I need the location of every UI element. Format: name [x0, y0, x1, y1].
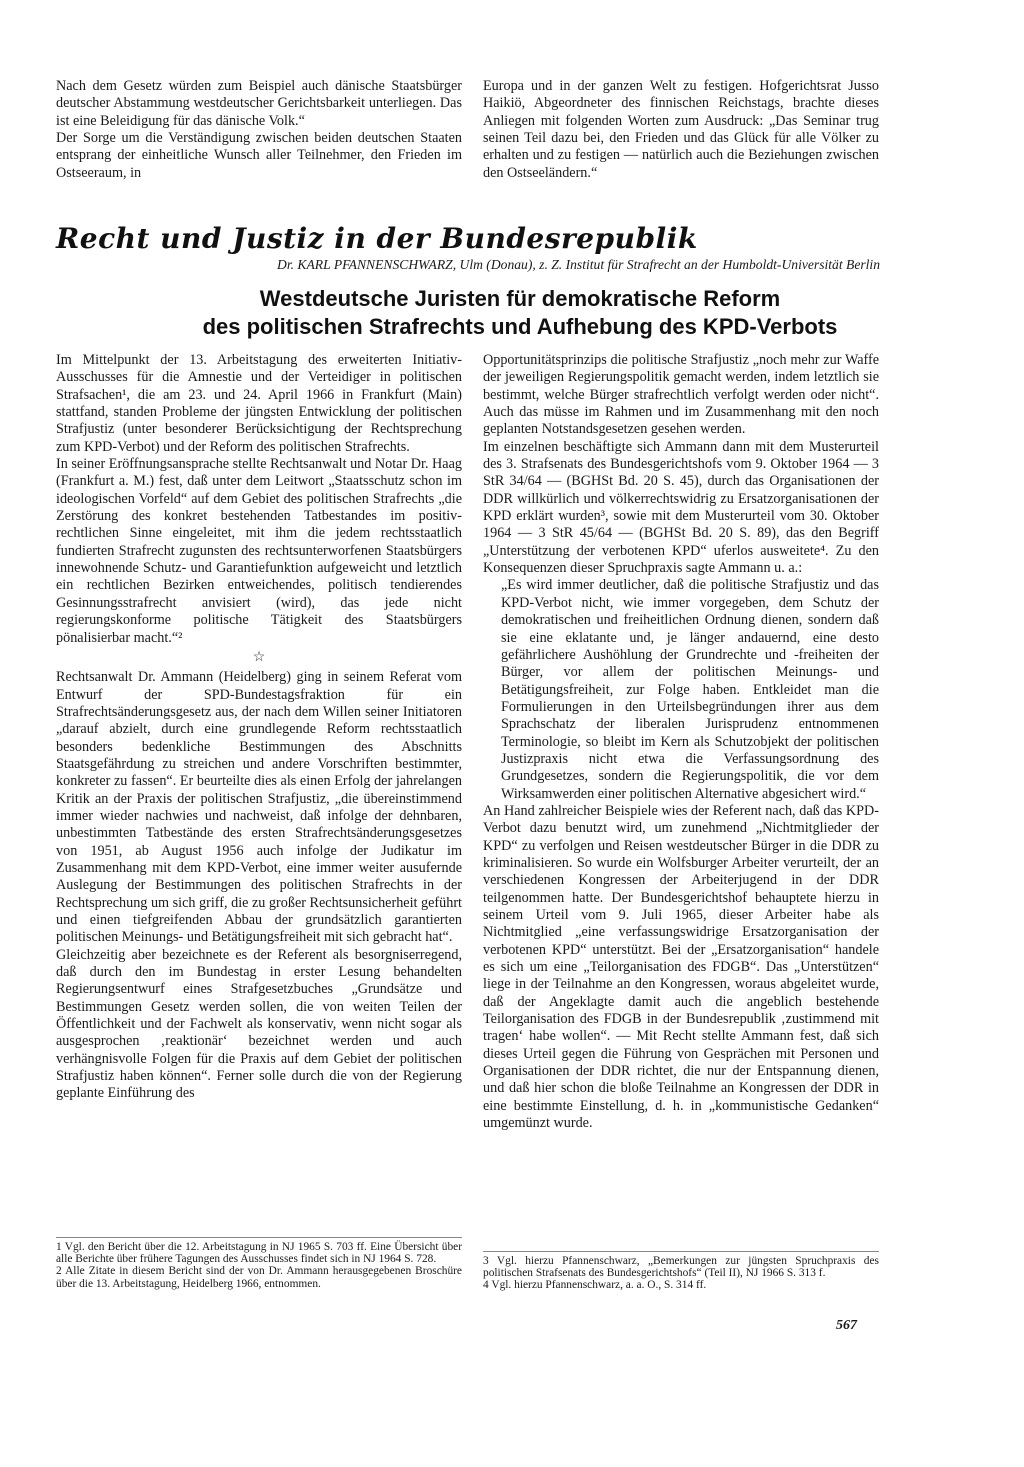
paragraph: Europa und in der ganzen Welt zu festigen. Hofgerichtsrat Jusso Haikiö, Abgeordneter des finnischen Reichstags, brachte dieses Anliegen mit folgenden Worten zum Ausdruck: „Das Seminar trug seinen Teil dazu bei, den Frieden und das Glück für alle Völker zu erhalten und zu festigen — natürlich auch die Beziehungen zwischen den Ostseeländern.“ [483, 78, 879, 181]
paragraph: Gleichzeitig aber bezeichnete es der Referent als besorgniserregend, daß durch den im Bundestag in erster Lesung behandelten Regierungsentwurf eines Strafgesetzbuches „Grundsätze und Bestimmungen Gesetz werden sollen, die von weiten Teilen der Öffentlichkeit und der Fachwelt als konservativ, wenn nicht sogar als ausgesprochen ‚reaktionär‘ bezeichnet werden und auch verhängnisvolle Folgen für die Praxis auf dem Gebiet der politischen Strafjustiz haben können“. Ferner solle durch die von der Regierung geplante Einführung des [56, 946, 462, 1102]
section-divider-star: ☆ [252, 649, 266, 665]
footnotes-right [483, 1251, 879, 1292]
section-title: Recht und Justiz in der Bundesrepublik [56, 222, 698, 255]
left-column [56, 352, 462, 1103]
top-left-column [56, 78, 462, 182]
footnotes-left [56, 1237, 462, 1290]
paragraph: Rechtsanwalt Dr. Ammann (Heidelberg) ging in seinem Referat vom Entwurf der SPD-Bundestagsfraktion für ein Strafrechtsänderungsgesetz aus, der nach dem Willen seiner Initiatoren „darauf abzielt, durch eine grundlegende Reform rechtsstaatlich besonders bedenkliche Bestimmungen des Abschnitts Staatsgefährdung zu streichen und andere Vorschriften bestimmter, konkreter zu fassen“. Er beurteilte dies als einen Erfolg der jahrelangen Kritik an der Praxis der politischen Strafjustiz, „die übereinstimmend immer wieder nachwies und nachweist, daß infolge der dehnbaren, unbestimmten Tatbestände des ersten Strafrechtsänderungsgesetzes von 1951, ab August 1956 auch infolge der Judikatur im Zusammenhang mit dem KPD-Verbot, eine immer weiter ausufernde Auslegung der Bestimmungen des politischen Strafrechts in der Rechtsprechung um sich griff, die zu großer Rechtsunsicherheit geführt und einen tiefgreifenden Abbau der grundsätzlich garantierten politischen Meinungs- und Betätigungsfreiheit mit sich gebracht hat“. [56, 669, 462, 946]
footnote: 3 Vgl. hierzu Pfannenschwarz, „Bemerkungen zur jüngsten Spruchpraxis des politischen Strafsenats des Bundesgerichtshofs“ (Teil II), NJ 1966 S. 313 f. [483, 1255, 879, 1280]
paragraph: In seiner Eröffnungsansprache stellte Rechtsanwalt und Notar Dr. Haag (Frankfurt a. M.) fest, daß unter dem Leitwort „Staatsschutz schon im ideologischen Vorfeld“ auf dem Gebiet des politischen Strafrechts „die Zerstörung des konkret bestehenden Tatbestandes im positiv-rechtlichen Sinne eingeleitet, mit ihm die jedem rechtsstaatlich fundierten Strafrecht zugunsten des rechtsunterworfenen Staatsbürgers innewohnende Schutz- und Garantiefunktion aufgeweicht und letztlich ein rechtlichen Bezirken entweichendes, politisch tendierendes Gesinnungsstrafrecht anvisiert (wird), das jede nicht regierungskonforme politische Tätigkeit des Staatsbürgers pönalisierbar macht.“² [56, 456, 462, 646]
block-quote: „Es wird immer deutlicher, daß die politische Strafjustiz und das KPD-Verbot nicht, wie immer vorgegeben, dem Schutz der demokratischen und freiheitlichen Ordnung dienen, sondern daß sie eine eklatante und, je länger andauernd, eine desto gefährlichere Aushöhlung der Grundrechte und -freiheiten der Bürger, vor allem der politischen Meinungs- und Betätigungsfreiheit, zur Folge haben. Entkleidet man die Formulierungen in den Urteilsbegründungen ihrer aus dem Sprachschatz der liberalen Jurisprudenz entnommenen Terminologie, so bleibt im Kern als Schutzobjekt der politischen Justizpraxis nicht etwa die Verfassungsordnung des Grundgesetzes, sondern die Regierungspolitik, die vor dem Wirksamwerden einer politischen Alternative abgesichert wird.“ [501, 577, 879, 802]
headline-line-2: des politischen Strafrechts und Aufhebung des KPD-Verbots [202, 314, 838, 339]
headline-line-1: Westdeutsche Juristen für demokratische Reform [259, 286, 781, 311]
paragraph: Im einzelnen beschäftigte sich Ammann dann mit dem Musterurteil des 3. Strafsenats des Bundesgerichtshofs vom 9. Oktober 1964 — 3 StR 34/64 — (BGHSt Bd. 20 S. 45), durch das Organisationen der DDR willkürlich und völkerrechtswidrig zu Ersatzorganisationen der KPD erklärt wurden³, sowie mit dem Musterurteil vom 30. Oktober 1964 — 3 StR 45/64 — (BGHSt Bd. 20 S. 89), das den Begriff „Unterstützung der verbotenen KPD“ uferlos ausweitete⁴. Zu den Konsequenzen dieser Spruchpraxis sagte Ammann u. a.: [483, 438, 879, 577]
article-headline [150, 285, 890, 341]
top-right-column [483, 78, 879, 182]
paragraph: Der Sorge um die Verständigung zwischen beiden deutschen Staaten entsprang der einheitliche Wunsch aller Teilnehmer, den Frieden im Ostseeraum, in [56, 130, 462, 181]
right-column [483, 352, 879, 1132]
paragraph: Nach dem Gesetz würden zum Beispiel auch dänische Staatsbürger deutscher Abstammung westdeutscher Gerichtsbarkeit unterliegen. Das ist eine Beleidigung für das dänische Volk.“ [56, 78, 462, 129]
footnote: 2 Alle Zitate in diesem Bericht sind der von Dr. Ammann herausgegebenen Broschüre über die 13. Arbeitstagung, Heidelberg 1966, entnommen. [56, 1265, 462, 1290]
footnote: 4 Vgl. hierzu Pfannenschwarz, a. a. O., S. 314 ff. [483, 1279, 707, 1292]
paragraph: An Hand zahlreicher Beispiele wies der Referent nach, daß das KPD-Verbot dazu benutzt wird, um zunehmend „Nichtmitglieder der KPD“ zu verfolgen und Reisen westdeutscher Bürger in die DDR zu kriminalisieren. So wurde ein Wolfsburger Arbeiter verurteilt, der an verschiedenen Kongressen der Arbeiterjugend in der DDR teilgenommen hatte. Der Bundesgerichtshof behauptete hierzu in seinem Urteil vom 9. Juli 1965, dieser Arbeiter habe als Nichtmitglied „eine verfassungswidrige Ersatzorganisation der verbotenen KPD“ unterstützt. Bei der „Ersatzorganisation“ handele es sich um eine „Teilorganisation des FDGB“. Das „Unterstützen“ liege in der Teilnahme an den Kongressen, woraus abgeleitet wurde, daß der Angeklagte damit auch die angeblich bestehende Teilorganisation des FDGB in der Bundesrepublik ‚zustimmend mit tragen‘ habe wollen“. — Mit Recht stellte Ammann fest, daß sich dieses Urteil gegen die Führung von Gesprächen mit Personen und Organisationen der DDR richtet, die nur der Entspannung dienen, und daß hier schon die bloße Teilnahme an Kongressen der DDR in eine bestimmte Einstellung, d. h. in „kommunistische Gedanken“ umgemünzt wurde. [483, 802, 879, 1132]
paragraph: Im Mittelpunkt der 13. Arbeitstagung des erweiterten Initiativ-Ausschusses für die Amnestie und der Verteidiger in politischen Strafsachen¹, die am 23. und 24. April 1966 in Frankfurt (Main) stattfand, standen Probleme der jüngsten Entwicklung der politischen Strafjustiz (unter besonderer Berücksichtigung der Rechtsprechung zum KPD-Verbot) und der Reform des politischen Strafrechts. [56, 352, 462, 455]
paragraph: Opportunitätsprinzips die politische Strafjustiz „noch mehr zur Waffe der jeweiligen Regierungspolitik gemacht werden, indem letztlich sie bestimmt, welche Bürger strafrechtlich verfolgt werden oder nicht“. Auch das müsse im Rahmen und im Zusammenhang mit den noch geplanten Notstandsgesetzen gesehen werden. [483, 352, 879, 438]
footnote: 1 Vgl. den Bericht über die 12. Arbeitstagung in NJ 1965 S. 703 ff. Eine Übersicht über alle Berichte über frühere Tagungen des Ausschusses findet sich in NJ 1964 S. 728. [56, 1241, 462, 1266]
page-number: 567 [836, 1318, 857, 1333]
author-byline: Dr. KARL PFANNENSCHWARZ, Ulm (Donau), z. Z. Institut für Strafrecht an der Humboldt-Universität Berlin [277, 257, 880, 272]
